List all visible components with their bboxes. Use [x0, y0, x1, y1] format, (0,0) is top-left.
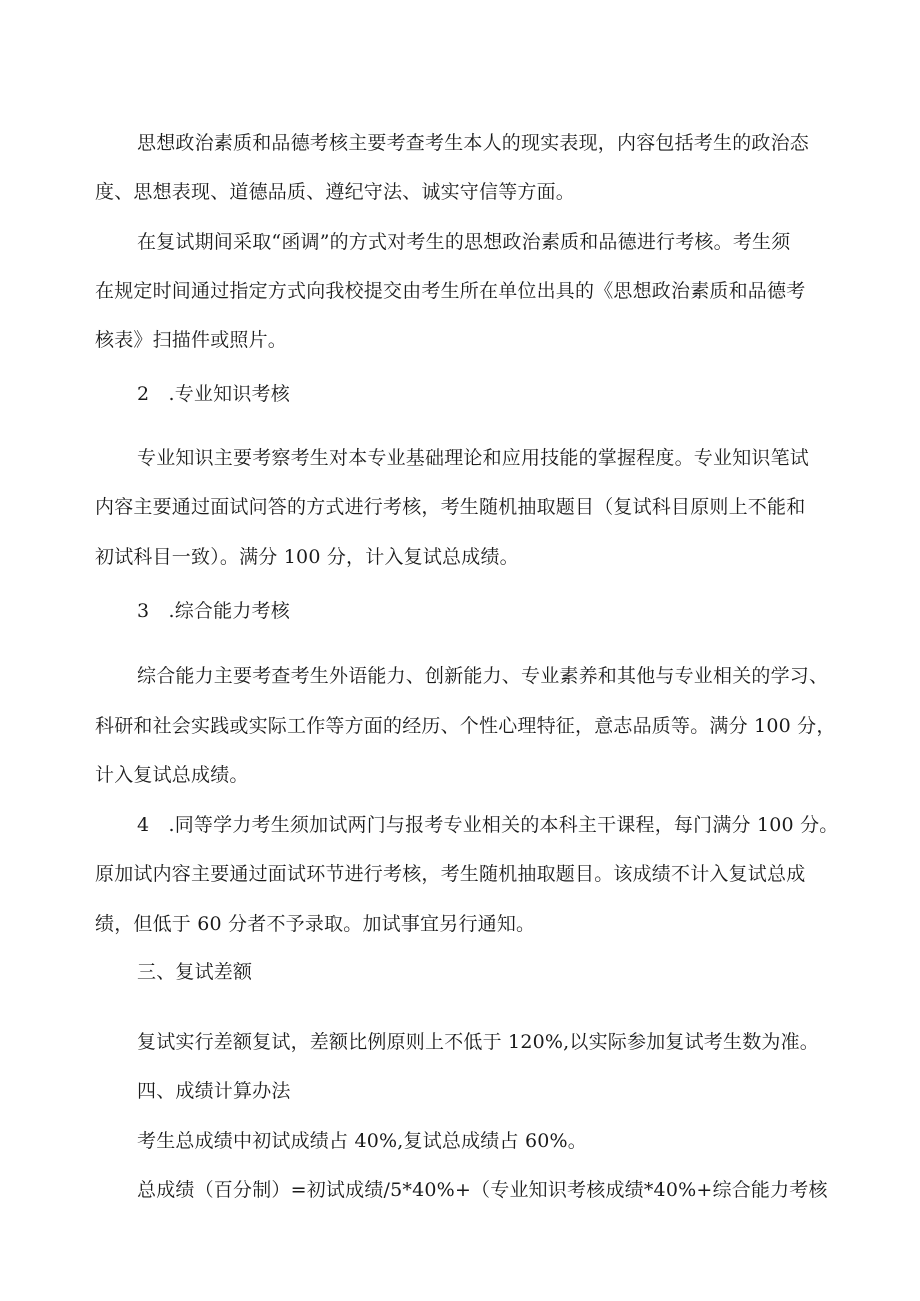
paragraph-line: 计入复试总成绩。	[95, 764, 249, 786]
paragraph-line: 专业知识主要考察考生对本专业基础理论和应用技能的掌握程度。专业知识笔试	[137, 447, 810, 469]
section-heading: 三、复试差额	[137, 961, 253, 983]
section-heading: 2 .专业知识考核	[137, 383, 290, 405]
paragraph-line: 科研和社会实践或实际工作等方面的经历、个性心理特征，意志品质等。满分 100 分，	[95, 715, 836, 737]
paragraph-line: 在复试期间采取“函调”的方式对考生的思想政治素质和品德进行考核。考生须	[137, 231, 791, 253]
paragraph-line: 绩，但低于 60 分者不予录取。加试事宜另行通知。	[95, 913, 536, 935]
paragraph-line: 初试科目一致）。满分 100 分，计入复试总成绩。	[95, 546, 519, 568]
section-heading: 3 .综合能力考核	[137, 600, 290, 622]
paragraph-line: 内容主要通过面试问答的方式进行考核，考生随机抽取题目（复试科目原则上不能和	[95, 496, 806, 518]
paragraph-line: 复试实行差额复试，差额比例原则上不低于 120%,以实际参加复试考生数为准。	[137, 1031, 819, 1053]
paragraph-line: 在规定时间通过指定方式向我校提交由考生所在单位出具的《思想政治素质和品德考	[95, 280, 806, 302]
paragraph-line: 度、思想表现、道德品质、遵纪守法、诚实守信等方面。	[95, 181, 576, 203]
paragraph-line: 综合能力主要考查考生外语能力、创新能力、专业素养和其他与专业相关的学习、	[137, 665, 829, 687]
paragraph-line: 核表》扫描件或照片。	[95, 329, 288, 351]
section-heading: 四、成绩计算办法	[137, 1080, 291, 1102]
paragraph-line: 总成绩（百分制）=初试成绩/5*40%+（专业知识考核成绩*40%+综合能力考核	[137, 1179, 828, 1201]
paragraph-line: 思想政治素质和品德考核主要考查考生本人的现实表现，内容包括考生的政治态	[137, 132, 810, 154]
paragraph-line: 4 .同等学力考生须加试两门与报考专业相关的本科主干课程，每门满分 100 分。	[137, 814, 839, 836]
paragraph-line: 原加试内容主要通过面试环节进行考核，考生随机抽取题目。该成绩不计入复试总成	[95, 863, 806, 885]
paragraph-line: 考生总成绩中初试成绩占 40%,复试总成绩占 60%。	[137, 1130, 587, 1152]
